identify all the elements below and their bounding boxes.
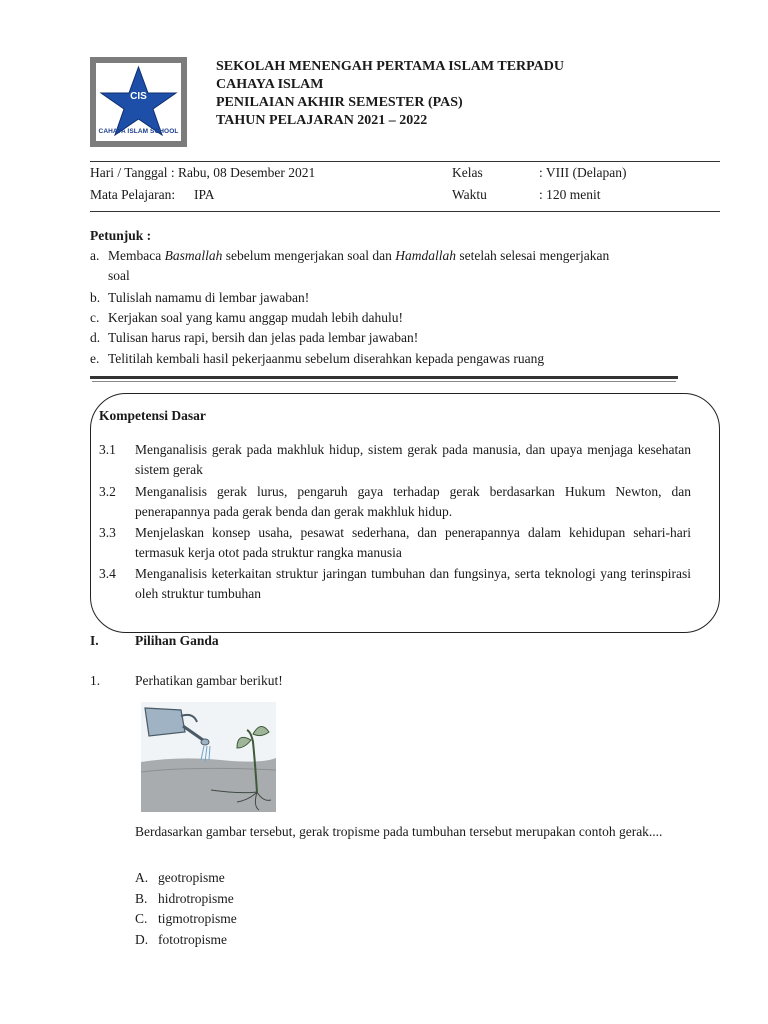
option-d[interactable] xyxy=(135,932,227,948)
subject-label: Mata Pelajaran: xyxy=(90,187,176,202)
time-label: Waktu xyxy=(452,187,487,202)
watering-plant-illustration xyxy=(141,702,276,812)
class-label: Kelas xyxy=(452,165,483,180)
option-letter: C. xyxy=(135,911,148,926)
question-text: Berdasarkan gambar tersebut, gerak tropisme pada tumbuhan tersebut merupakan contoh gerak.... xyxy=(135,824,663,839)
option-a[interactable] xyxy=(135,870,225,886)
subject-value: IPA xyxy=(194,187,215,202)
header-academic-year: TAHUN PELAJARAN 2021 – 2022 xyxy=(216,113,428,128)
school-header xyxy=(216,58,564,130)
header-school-subname: CAHAYA ISLAM xyxy=(216,77,324,92)
competency-text: Menganalisis gerak lurus, pengaruh gaya terhadap gerak berdasarkan Hukum Newton, dan penerapannya pada gerak benda dan gerak makhluk hidup. xyxy=(135,484,691,519)
instruction-label: d. xyxy=(90,330,101,345)
instructions-title: Petunjuk : xyxy=(90,228,152,243)
competency-text: Menganalisis gerak pada makhluk hidup, sistem gerak pada manusia, dan upaya menjaga kesehatan sistem gerak xyxy=(135,442,691,477)
instruction-text: Telitilah kembali hasil pekerjaanmu sebelum diserahkan kepada pengawas ruang xyxy=(108,351,545,366)
competency-item xyxy=(99,440,691,480)
competency-number: 3.3 xyxy=(99,525,116,540)
date-info: Hari / Tanggal : Rabu, 08 Desember 2021 xyxy=(90,165,316,180)
competency-title: Kompetensi Dasar xyxy=(99,408,206,423)
competency-item xyxy=(99,482,691,522)
section-title: Pilihan Ganda xyxy=(135,633,219,648)
option-text: tigmotropisme xyxy=(158,911,237,926)
option-text: hidrotropisme xyxy=(158,891,234,906)
school-logo xyxy=(90,57,187,147)
instruction-label: c. xyxy=(90,310,100,325)
logo-letters: CIS xyxy=(130,91,147,102)
instruction-continuation: soal xyxy=(108,268,130,283)
competency-number: 3.4 xyxy=(99,566,116,581)
instruction-label: e. xyxy=(90,351,100,366)
time-value: : 120 menit xyxy=(539,187,601,202)
divider-top xyxy=(90,161,720,162)
competency-item xyxy=(99,564,691,604)
instruction-emphasis: Hamdallah xyxy=(395,248,456,263)
option-text: fototropisme xyxy=(158,932,227,947)
competency-text: Menjelaskan konsep usaha, pesawat sederhana, dan penerapannya dalam kehidupan sehari-hari termasuk kerja otot pada struktur rangka manusia xyxy=(135,525,691,560)
competency-text: Menganalisis keterkaitan struktur jaringan tumbuhan dan fungsinya, serta teknologi yang terinspirasi oleh struktur tumbuhan xyxy=(135,566,691,601)
instruction-text: setelah selesai mengerjakan xyxy=(455,248,610,263)
class-value: : VIII (Delapan) xyxy=(539,165,627,180)
instruction-c xyxy=(90,308,690,328)
instruction-label: a. xyxy=(90,248,100,263)
instruction-e xyxy=(90,349,690,369)
divider-info xyxy=(90,211,720,212)
instruction-a xyxy=(90,246,690,286)
instruction-label: b. xyxy=(90,290,101,305)
question-prompt: Perhatikan gambar berikut! xyxy=(135,673,283,688)
option-letter: A. xyxy=(135,870,149,885)
option-b[interactable] xyxy=(135,891,234,907)
header-school-name: SEKOLAH MENENGAH PERTAMA ISLAM TERPADU xyxy=(216,59,564,74)
instruction-text: Tulislah namamu di lembar jawaban! xyxy=(108,290,310,305)
instruction-d xyxy=(90,328,690,348)
logo-caption: CAHAYA ISLAM SCHOOL xyxy=(98,128,179,135)
header-exam-name: PENILAIAN AKHIR SEMESTER (PAS) xyxy=(216,95,463,110)
competency-number: 3.2 xyxy=(99,484,116,499)
divider-thick xyxy=(90,376,678,379)
instruction-text: sebelum mengerjakan soal dan xyxy=(222,248,396,263)
option-c[interactable] xyxy=(135,911,237,927)
instruction-text: Kerjakan soal yang kamu anggap mudah lebih dahulu! xyxy=(108,310,404,325)
instruction-text: Tulisan harus rapi, bersih dan jelas pada lembar jawaban! xyxy=(108,330,419,345)
question-number: 1. xyxy=(90,673,101,688)
divider-thin xyxy=(92,381,676,382)
competency-item xyxy=(99,523,691,563)
section-number: I. xyxy=(90,633,99,648)
instruction-text: Membaca xyxy=(108,248,165,263)
option-text: geotropisme xyxy=(158,870,225,885)
instruction-b xyxy=(90,288,690,308)
instruction-emphasis: Basmallah xyxy=(164,248,223,263)
competency-number: 3.1 xyxy=(99,442,116,457)
option-letter: B. xyxy=(135,891,148,906)
option-letter: D. xyxy=(135,932,149,947)
